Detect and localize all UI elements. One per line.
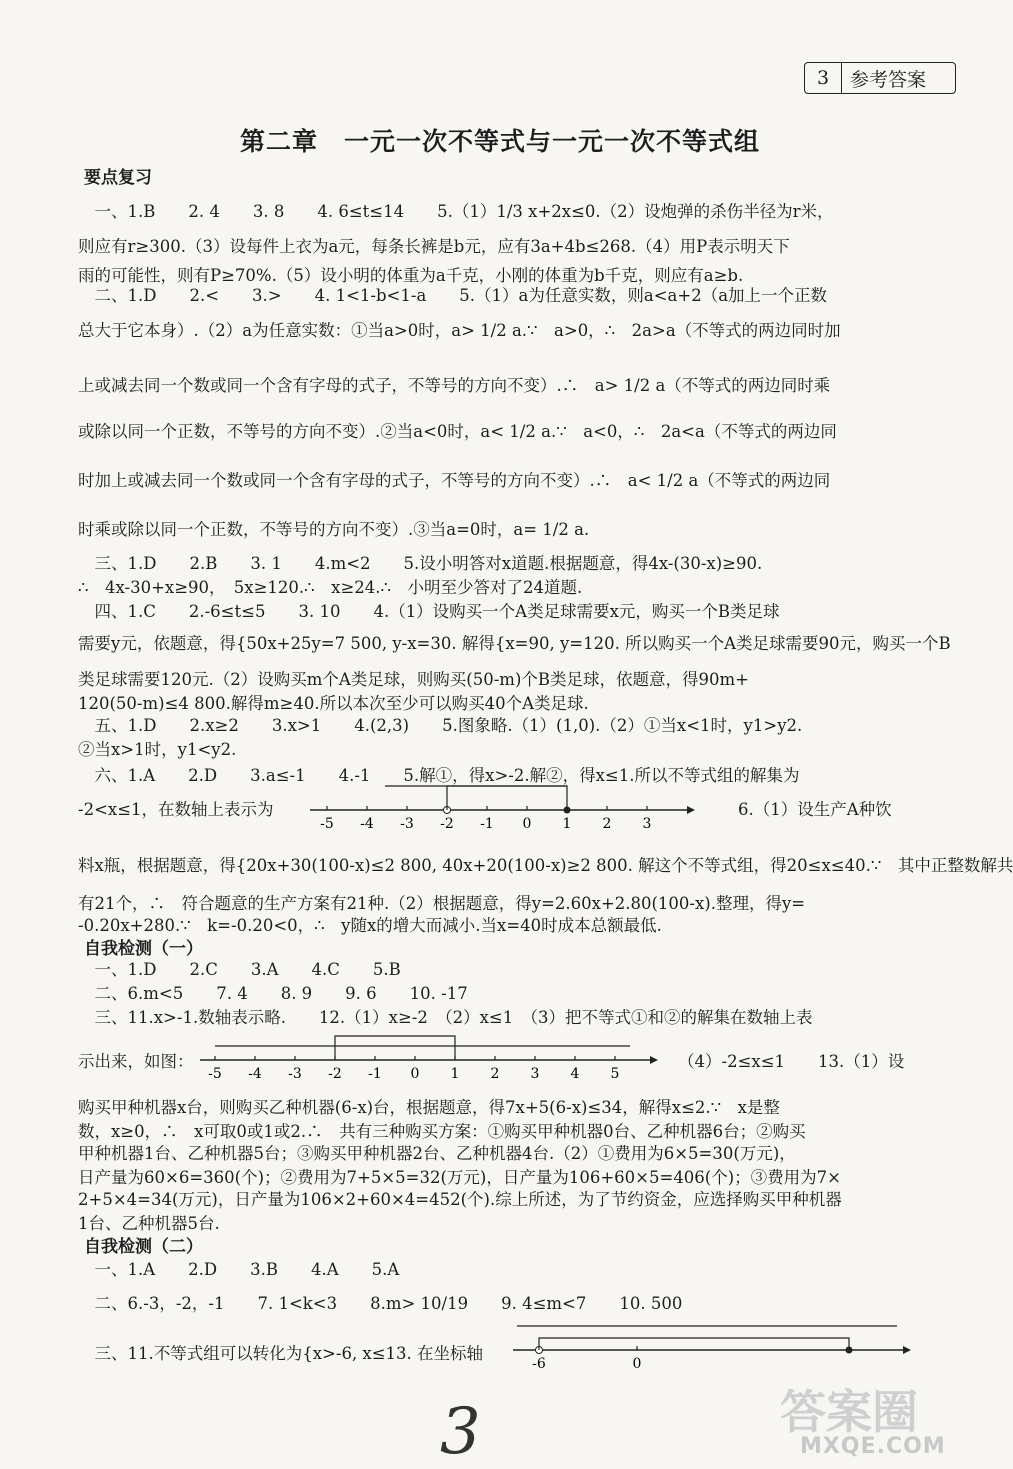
text-line: -2<x≤1，在数轴上表示为 [78,800,274,819]
heading-review: 要点复习 [84,168,152,188]
axis-tick-label: 3 [642,816,652,832]
axis-tick-label: 5 [610,1066,620,1082]
axis-tick-label: 2 [490,1066,500,1082]
text-line: 6.（1）设生产A种饮 [738,800,892,819]
section-label: 参考答案 [850,68,927,91]
handwritten-page-mark: 3 [440,1395,481,1469]
axis-tick-label: -5 [320,816,334,832]
text-line: 五、1.D 2.x≥2 3.x>1 4.(2,3) 5.图象略.（1）(1,0).（2）①当x<1时，y1>y2. [78,716,803,735]
text-line: 有21个，∴ 符合题意的生产方案有21种.（2）根据题意，得y=2.60x+2.80(100-x).整理，得y= [78,894,806,913]
watermark-url: MXQE.COM [800,1434,946,1459]
solution-bracket [335,1036,455,1060]
text-line: 三、11.不等式组可以转化为{x>-6, x≤13. 在坐标轴 [78,1344,484,1363]
axis-tick-label: -3 [288,1066,302,1082]
chapter-title: 第二章 一元一次不等式与一元一次不等式组 [239,127,760,156]
text-line: ∴ 4x-30+x≥90， 5x≥120.∴ x≥24.∴ 小明至少答对了24道题. [78,578,583,597]
axis-tick-label: 0 [522,816,532,832]
text-line: 六、1.A 2.D 3.a≤-1 4.-1 5.解①，得x>-2.解②，得x≤1.所以不等式组的解集为 [78,766,800,785]
text-line: 三、11.x>-1.数轴表示略. 12.（1）x≥-2 （2）x≤1 （3）把不等式①和②的解集在数轴上表 [78,1008,813,1027]
axis-tick-label: 3 [530,1066,540,1082]
axis-arrow [903,1346,911,1354]
axis-tick-label: 2 [602,816,612,832]
text-line: ②当x>1时，y1<y2. [78,740,237,759]
axis-tick-label: -6 [532,1356,546,1372]
number-line-2 [195,1028,665,1090]
axis-tick-label: -5 [208,1066,222,1082]
text-line: 日产量为60×6=360(个)；②费用为7+5×5=32(万元)，日产量为106+60×5=406(个)；③费用为7× [78,1168,842,1187]
axis-tick-label: -1 [480,816,494,832]
text-line: 时加上或减去同一个数或同一个含有字母的式子，不等号的方向不变）.∴ a< 1/2 a（不等式的两边同 [78,471,831,490]
text-line: 四、1.C 2.-6≤t≤5 3. 10 4.（1）设购买一个A类足球需要x元，购买一个B类足球 [78,602,780,621]
text-line: 或除以同一个正数，不等号的方向不变）.②当a<0时，a< 1/2 a.∵ a<0，∴ 2a<a（不等式的两边同 [78,422,837,441]
solution-bracket [539,1338,849,1350]
axis-tick-label: -2 [440,816,454,832]
axis-tick-label: -4 [360,816,374,832]
heading-check1: 自我检测（一） [84,939,203,959]
text-line: 一、1.A 2.D 3.B 4.A 5.A [78,1260,400,1279]
page-number: 3 [805,63,842,93]
number-line-1 [305,778,695,840]
axis-tick-label: 0 [632,1356,642,1372]
heading-check2: 自我检测（二） [84,1237,203,1257]
text-line: 料x瓶，根据题意，得{20x+30(100-x)≤2 800, 40x+20(100-x)≥2 800. 解这个不等式组，得20≤x≤40.∵ 其中正整数解共 [78,856,1013,875]
text-line: 一、1.B 2. 4 3. 8 4. 6≤t≤14 5.（1）1/3 x+2x≤0.（2）设炮弹的杀伤半径为r米， [78,202,834,221]
text-line: 则应有r≥300.（3）设每件上衣为a元，每条长裤是b元，应有3a+4b≤268.（4）用P表示明天下 [78,237,790,256]
axis-tick-label: -3 [400,816,414,832]
axis-tick-label: 0 [410,1066,420,1082]
closed-dot [846,1347,853,1354]
axis-tick-label: -4 [248,1066,262,1082]
text-line: -0.20x+280.∵ k=-0.20<0，∴ y随x的增大而减小.当x=40时成本总额最低. [78,916,662,935]
axis-tick-label: -1 [368,1066,382,1082]
text-line: 雨的可能性，则有P≥70%.（5）设小明的体重为a千克，小刚的体重为b千克，则应有a≥b. [78,266,744,285]
axis-arrow [687,806,695,814]
axis-tick-label: -2 [328,1066,342,1082]
axis-tick-label: 1 [562,816,572,832]
text-line: 三、1.D 2.B 3. 1 4.m<2 5.设小明答对x道题.根据题意，得4x-(30-x)≥90. [78,554,763,573]
text-line: 甲种机器1台、乙种机器5台；③购买甲种机器2台、乙种机器4台.（2）①费用为6×5=30(万元)， [78,1144,796,1163]
text-line: 二、6.-3，-2，-1 7. 1<k<3 8.m> 10/19 9. 4≤m<7 10. 500 [78,1294,683,1313]
text-line: 一、1.D 2.C 3.A 4.C 5.B [78,960,401,979]
text-line: 1台、乙种机器5台. [78,1214,220,1233]
text-line: 二、1.D 2.< 3.> 4. 1<1-b<1-a 5.（1）a为任意实数，则a<a+2（a加上一个正数 [78,286,828,305]
axis-tick-label: 1 [450,1066,460,1082]
text-line: 类足球需要120元.（2）设购买m个A类足球，则购买(50-m)个B类足球，依题意，得90m+ [78,670,749,689]
text-line: 120(50-m)≤4 800.解得m≥40.所以本次至少可以购买40个A类足球. [78,694,589,713]
watermark-logo: 答案圈 [780,1385,918,1439]
solution-bracket [447,786,567,810]
number-line-3 [505,1318,915,1380]
text-line: 购买甲种机器x台，则购买乙种机器(6-x)台，根据题意，得7x+5(6-x)≤34，解得x≤2.∵ x是整 [78,1098,780,1117]
page-tag [804,62,956,94]
text-line: 上或减去同一个数或同一个含有字母的式子，不等号的方向不变）.∴ a> 1/2 a（不等式的两边同时乘 [78,376,831,395]
text-line: 2+5×4=34(万元)，日产量为106×2+60×4=452(个).综上所述，为了节约资金，应选择购买甲种机器 [78,1190,842,1209]
text-line: （4）-2≤x≤1 13.（1）设 [678,1052,905,1071]
text-line: 总大于它本身）.（2）a为任意实数：①当a>0时，a> 1/2 a.∵ a>0，∴ 2a>a（不等式的两边同时加 [78,321,841,340]
axis-tick-label: 4 [570,1066,580,1082]
text-line: 时乘或除以同一个正数，不等号的方向不变）.③当a=0时，a= 1/2 a. [78,520,590,539]
text-line: 需要y元，依题意，得{50x+25y=7 500, y-x=30. 解得{x=90, y=120. 所以购买一个A类足球需要90元，购买一个B [78,634,951,653]
text-line: 二、6.m<5 7. 4 8. 9 9. 6 10. -17 [78,984,468,1003]
text-line: 示出来，如图： [78,1052,194,1071]
axis-arrow [650,1056,658,1064]
text-line: 数，x≥0，∴ x可取0或1或2.∴ 共有三种购买方案：①购买甲种机器0台、乙种机器6台；②购买 [78,1122,806,1141]
